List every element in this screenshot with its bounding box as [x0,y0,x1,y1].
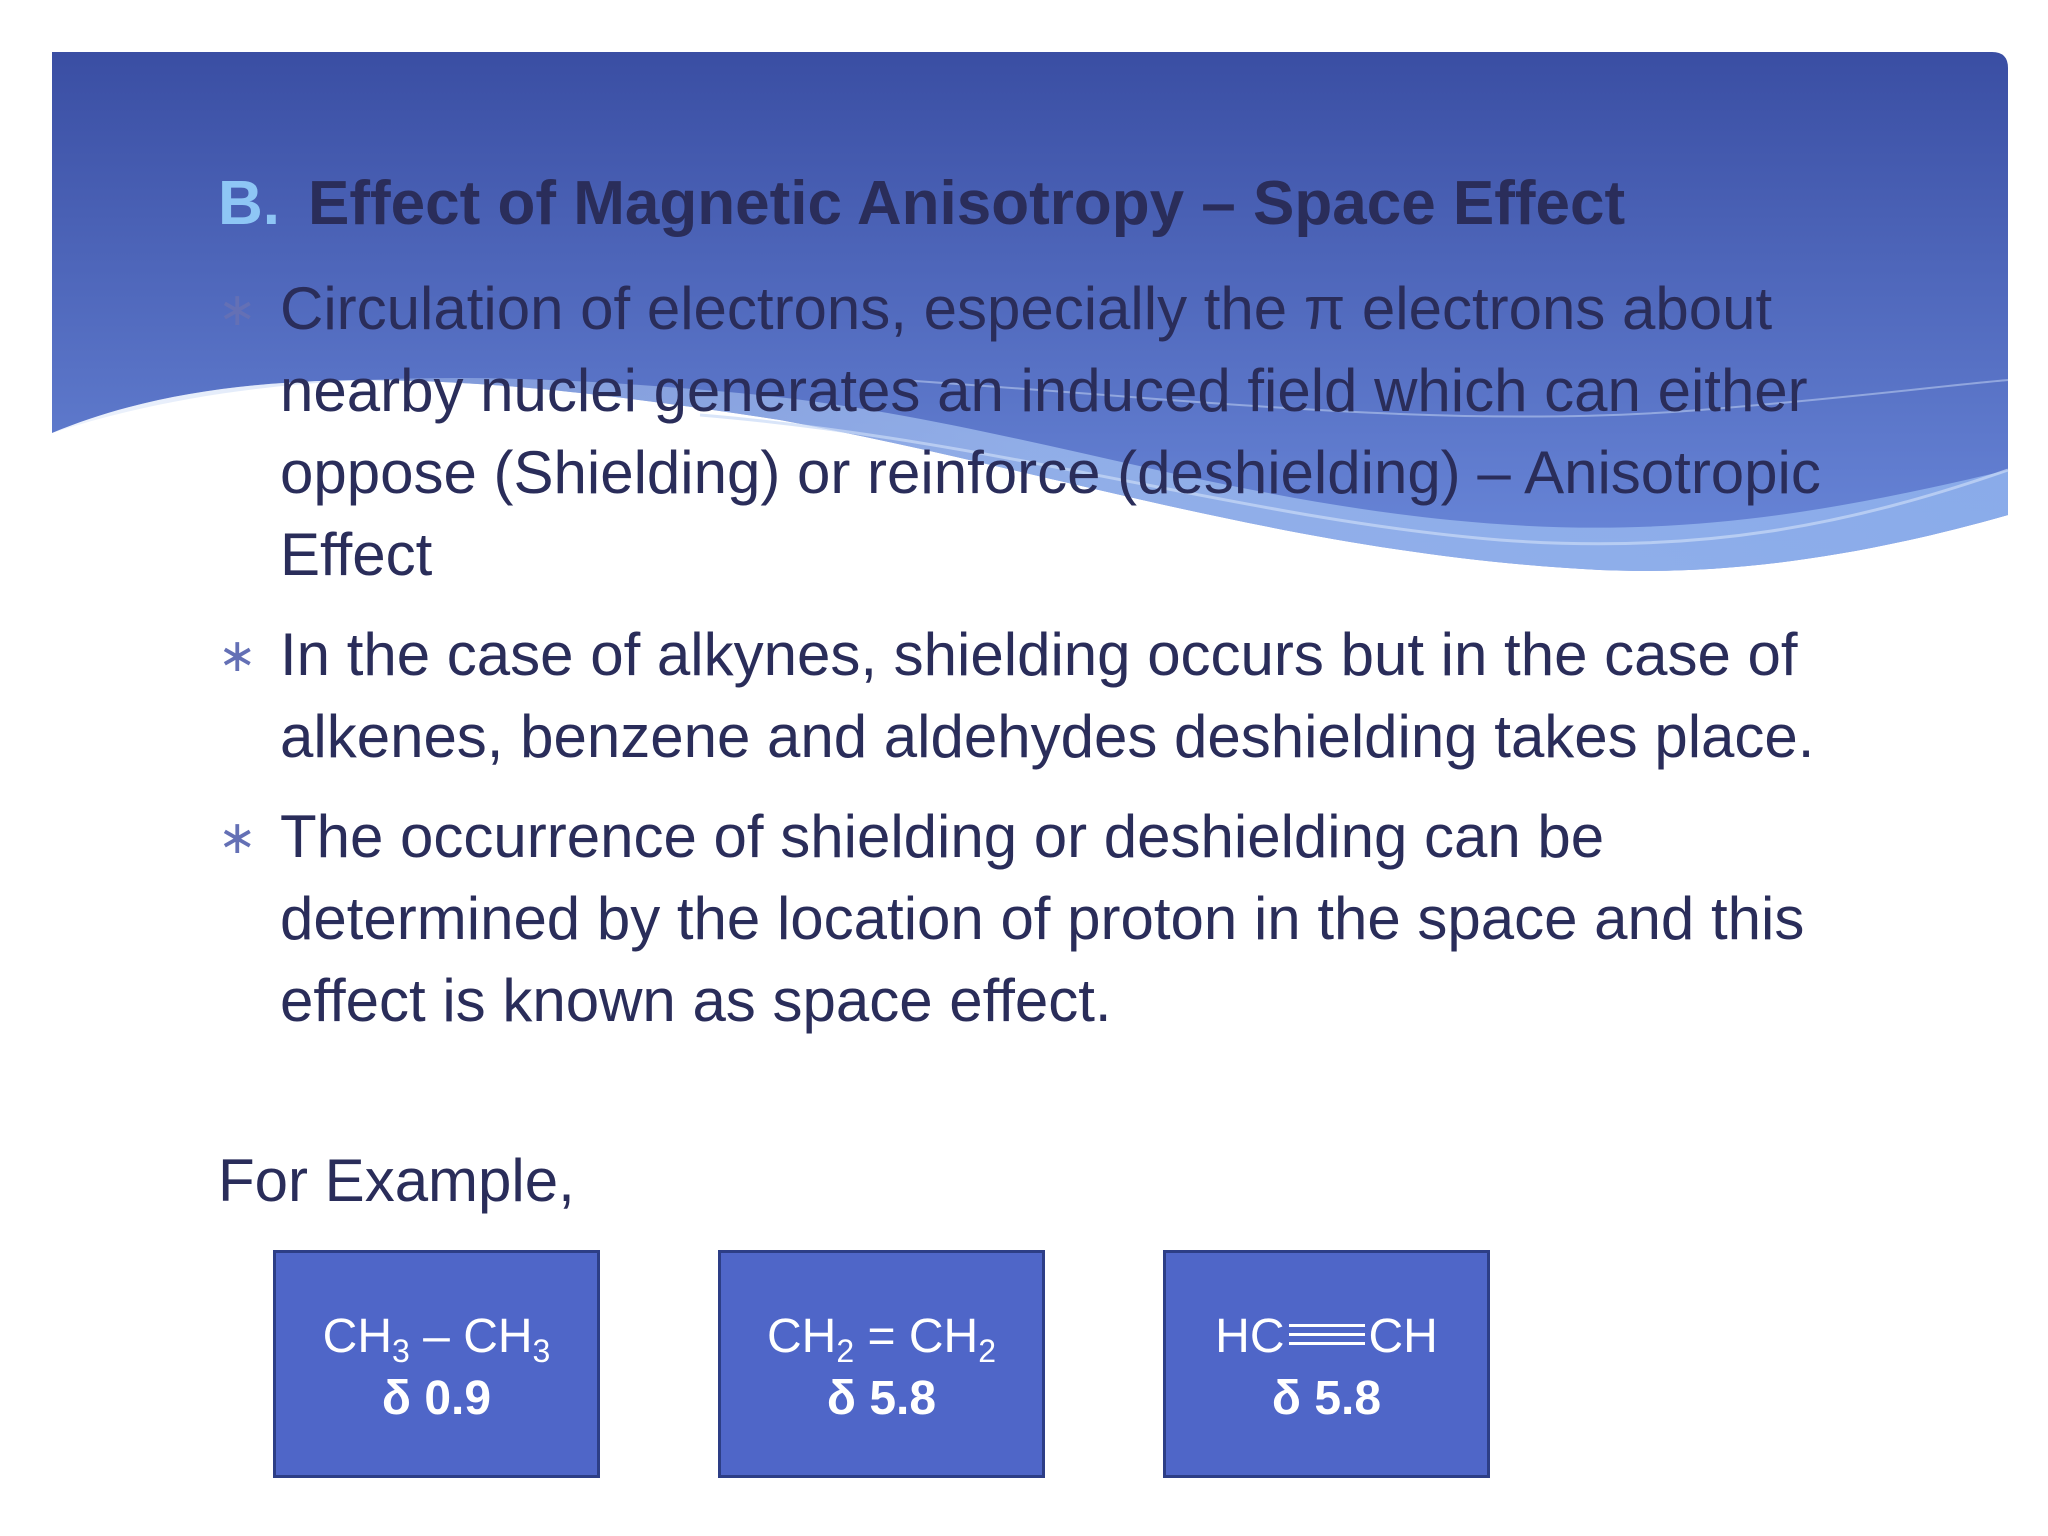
formula [276,1309,597,1369]
chemical-shift: δ 5.8 [826,1372,937,1425]
bullet-text: Circulation of electrons, especially the π electrons about nearby nuclei generates an induced field which can either oppose (Shielding) or reinforce (deshielding) – Anisotropic Effect [280,275,1821,588]
subscript: 2 [978,1333,996,1369]
triple-bond-icon [1289,1324,1365,1346]
formula-group: CH [1368,1310,1438,1363]
title-letter: B. [218,169,280,238]
subscript: 3 [532,1333,551,1369]
double-bond: = [867,1310,896,1363]
asterisk-bullet-icon: ∗ [218,811,257,863]
formula [721,1309,1042,1369]
subscript: 3 [392,1333,410,1369]
chemical-shift: δ 5.8 [1271,1372,1382,1425]
example-label: For Example, [218,1147,575,1214]
bullet-item [218,614,1858,778]
example-box-ethyne [1163,1250,1490,1478]
example-box-ethane [273,1250,600,1478]
bullet-text: In the case of alkynes, shielding occurs but in the case of alkenes, benzene and aldehydes deshielding takes place. [280,621,1815,770]
asterisk-bullet-icon: ∗ [218,629,257,681]
single-bond: – [423,1310,450,1363]
bullet-list [218,268,1858,1060]
formula-group: CH [463,1310,533,1363]
chemical-shift: δ 0.9 [381,1372,492,1425]
bullet-item [218,268,1858,596]
formula-group: CH [767,1310,837,1363]
subscript: 2 [836,1333,855,1369]
title-text: Effect of Magnetic Anisotropy – Space Effect [308,169,1626,238]
formula-group: CH [322,1310,392,1363]
bullet-text: The occurrence of shielding or deshielding can be determined by the location of proton in the space and this effect is known as space effect. [280,803,1805,1034]
asterisk-bullet-icon: ∗ [218,283,257,335]
example-box-ethene [718,1250,1045,1478]
slide-title [218,168,1625,239]
formula-group: HC [1215,1310,1285,1363]
formula-group: CH [908,1310,979,1363]
formula [1166,1309,1487,1364]
bullet-item [218,796,1858,1042]
